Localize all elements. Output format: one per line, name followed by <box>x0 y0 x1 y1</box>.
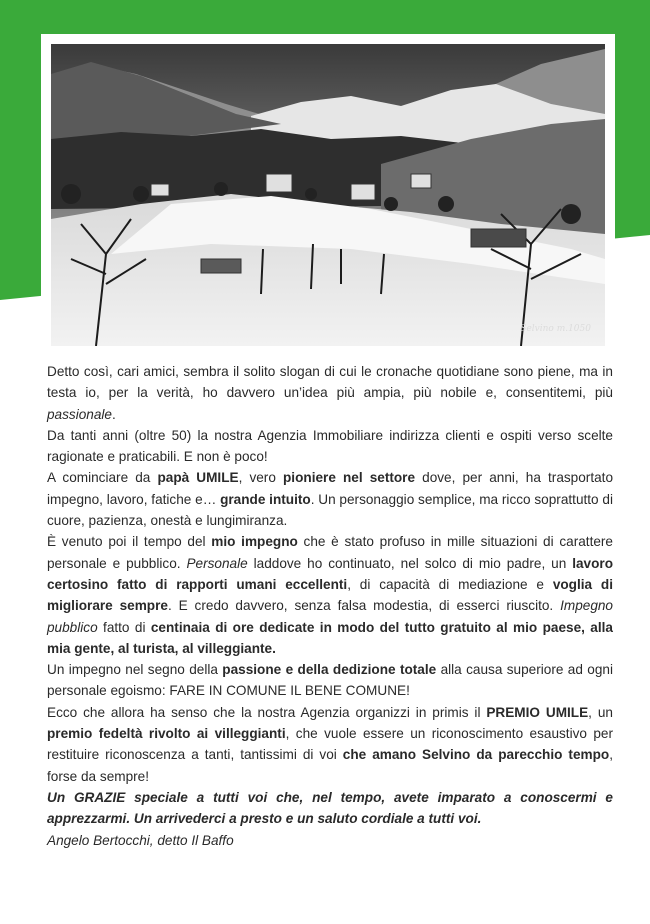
paragraph-6: Ecco che allora ha senso che la nostra Agenzia organizzi in primis il PREMIO UMILE, un premio fedeltà rivolto ai villeggianti, che vuole essere un riconoscimento esaustivo per restituire riconoscenza a tanti, tantissimi di voi che amano Selvino da parecchio tempo, forse da sempre! <box>47 704 613 784</box>
paragraph-4: È venuto poi il tempo del mio impegno che è stato profuso in mille situazioni di carattere personale e pubblico. Personale laddove ho continuato, nel solco di mio padre, un lavoro certosino fatto di rapporti umani eccellenti, di capacità di mediazione e voglia di migliorare sempre. E credo davvero, senza falsa modestia, di esserci riuscito. Impegno pubblico fatto di centinaia di ore dedicate in modo del tutto gratuito al mio paese, alla mia gente, al turista, al villeggiante. <box>47 534 614 656</box>
letter-body <box>47 361 613 851</box>
paragraph-1: Detto così, cari amici, sembra il solito slogan di cui le cronache quotidiane sono piene, ma in testa io, per la verità, ho davvero un’idea più ampia, più nobile e, consentitemi, più passionale. <box>47 364 613 422</box>
signature: Angelo Bertocchi, detto Il Baffo <box>47 832 234 848</box>
paragraph-thanks: Un GRAZIE speciale a tutti voi che, nel tempo, avete imparato a conoscermi e apprezzarmi. Un arrivederci a presto e un saluto cordiale a tutti voi. <box>47 789 613 827</box>
photo-caption: Selvino m.1050 <box>520 324 591 334</box>
photo-frame <box>41 34 615 356</box>
vintage-photo-selvino <box>51 44 605 346</box>
paragraph-2: Da tanti anni (oltre 50) la nostra Agenzia Immobiliare indirizza clienti e ospiti verso scelte ragionate e praticabili. E non è poco! <box>47 427 613 465</box>
paragraph-5: Un impegno nel segno della passione e della dedizione totale alla causa superiore ad ogni personale egoismo: FARE IN COMUNE IL BENE COMUNE! <box>47 662 614 699</box>
paragraph-3: A cominciare da papà UMILE, vero pioniere nel settore dove, per anni, ha trasportato impegno, lavoro, fatiche e… grande intuito. Un personaggio semplice, ma ricco soprattutto di cuore, pazienza, onestà e lungimiranza. <box>47 470 614 529</box>
